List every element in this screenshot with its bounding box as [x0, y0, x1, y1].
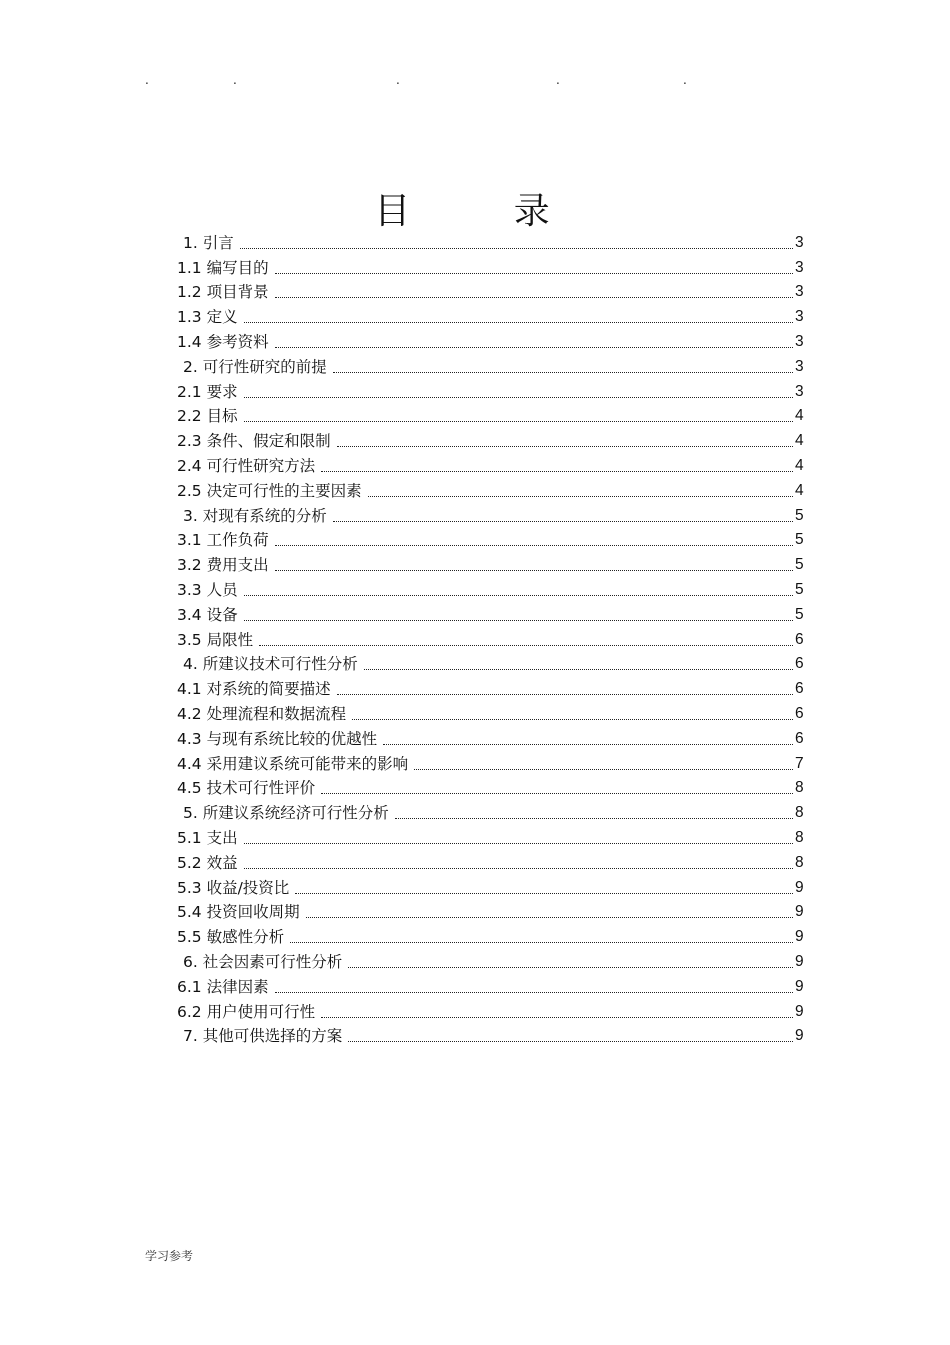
toc-dot-leader — [275, 332, 793, 352]
toc-dot-leader — [348, 952, 793, 972]
toc-entry[interactable] — [177, 972, 817, 997]
toc-entry[interactable] — [177, 451, 817, 476]
toc-dot-leader — [333, 506, 793, 526]
toc-entry-label: 3.3 人员 — [177, 580, 244, 600]
toc-entry[interactable] — [177, 724, 817, 749]
toc-dot-leader — [321, 456, 793, 476]
toc-entry-page-number: 3 — [795, 308, 804, 326]
toc-dot-leader — [348, 1026, 793, 1046]
toc-entry-label: 4.2 处理流程和数据流程 — [177, 704, 352, 724]
toc-entry-label: 5. 所建议系统经济可行性分析 — [177, 803, 395, 823]
toc-entry-label: 4.3 与现有系统比较的优越性 — [177, 729, 383, 749]
toc-entry[interactable] — [177, 848, 817, 873]
toc-entry-page-number: 3 — [795, 258, 804, 276]
toc-dot-leader — [321, 1002, 793, 1022]
toc-dot-leader — [383, 729, 793, 749]
header-dot: . — [145, 73, 149, 87]
toc-dot-leader — [259, 630, 793, 650]
toc-entry[interactable] — [177, 228, 817, 253]
toc-entry-label: 3. 对现有系统的分析 — [177, 506, 333, 526]
toc-entry-page-number: 9 — [795, 928, 804, 946]
toc-dot-leader — [321, 778, 793, 798]
toc-entry-page-number: 3 — [795, 233, 804, 251]
header-dot: . — [396, 73, 400, 87]
toc-entry-label: 5.1 支出 — [177, 828, 244, 848]
toc-dot-leader — [275, 282, 793, 302]
toc-entry-label: 6. 社会因素可行性分析 — [177, 952, 348, 972]
toc-entry[interactable] — [177, 352, 817, 377]
toc-entry-page-number: 3 — [795, 283, 804, 301]
toc-dot-leader — [306, 902, 793, 922]
toc-dot-leader — [337, 431, 793, 451]
toc-entry[interactable] — [177, 798, 817, 823]
toc-entry[interactable] — [177, 650, 817, 675]
toc-dot-leader — [275, 555, 793, 575]
toc-entry[interactable] — [177, 501, 817, 526]
toc-entry[interactable] — [177, 674, 817, 699]
toc-entry[interactable] — [177, 426, 817, 451]
toc-entry[interactable] — [177, 823, 817, 848]
toc-entry-label: 1.2 项目背景 — [177, 282, 275, 302]
toc-dot-leader — [244, 853, 793, 873]
toc-entry-page-number: 9 — [795, 903, 804, 921]
toc-entry-label: 1. 引言 — [177, 233, 240, 253]
toc-entry-label: 2.5 决定可行性的主要因素 — [177, 481, 368, 501]
toc-dot-leader — [244, 406, 793, 426]
toc-entry-label: 5.2 效益 — [177, 853, 244, 873]
toc-entry-page-number: 9 — [795, 977, 804, 995]
toc-entry[interactable] — [177, 774, 817, 799]
toc-dot-leader — [368, 481, 793, 501]
toc-entry-label: 1.3 定义 — [177, 307, 244, 327]
toc-entry-page-number: 4 — [795, 456, 804, 474]
toc-entry-label: 2.4 可行性研究方法 — [177, 456, 321, 476]
toc-entry-page-number: 8 — [795, 853, 804, 871]
toc-dot-leader — [352, 704, 793, 724]
toc-dot-leader — [275, 530, 793, 550]
toc-entry-label: 6.2 用户使用可行性 — [177, 1002, 321, 1022]
toc-entry[interactable] — [177, 327, 817, 352]
toc-dot-leader — [364, 654, 793, 674]
toc-entry-page-number: 6 — [795, 729, 804, 747]
header-dot: . — [233, 73, 237, 87]
toc-dot-leader — [244, 580, 793, 600]
toc-entry-label: 5.4 投资回收周期 — [177, 902, 306, 922]
toc-entry-page-number: 5 — [795, 506, 804, 524]
toc-entry-label: 4.4 采用建议系统可能带来的影响 — [177, 754, 414, 774]
toc-entry-label: 4.5 技术可行性评价 — [177, 778, 321, 798]
toc-dot-leader — [244, 307, 793, 327]
toc-entry-page-number: 5 — [795, 556, 804, 574]
toc-dot-leader — [295, 878, 793, 898]
toc-entry-page-number: 6 — [795, 680, 804, 698]
toc-entry-label: 5.5 敏感性分析 — [177, 927, 290, 947]
toc-entry[interactable] — [177, 526, 817, 551]
toc-entry-page-number: 6 — [795, 655, 804, 673]
toc-dot-leader — [333, 357, 793, 377]
toc-entry[interactable] — [177, 625, 817, 650]
toc-entry-page-number: 9 — [795, 1027, 804, 1045]
toc-entry-page-number: 5 — [795, 531, 804, 549]
toc-entry-page-number: 5 — [795, 605, 804, 623]
toc-entry-label: 5.3 收益/投资比 — [177, 878, 295, 898]
toc-entry-page-number: 3 — [795, 332, 804, 350]
toc-entry-label: 3.2 费用支出 — [177, 555, 275, 575]
page-header-dots — [0, 74, 950, 86]
toc-entry-label: 4. 所建议技术可行性分析 — [177, 654, 364, 674]
toc-entry-label: 2.1 要求 — [177, 382, 244, 402]
toc-entry-page-number: 5 — [795, 580, 804, 598]
toc-entry[interactable] — [177, 922, 817, 947]
toc-entry-label: 1.1 编写目的 — [177, 258, 275, 278]
toc-entry-label: 4.1 对系统的简要描述 — [177, 679, 337, 699]
toc-entry[interactable] — [177, 898, 817, 923]
toc-entry[interactable] — [177, 253, 817, 278]
toc-dot-leader — [244, 382, 793, 402]
toc-entry[interactable] — [177, 1022, 817, 1047]
toc-entry[interactable] — [177, 699, 817, 724]
toc-entry-page-number: 4 — [795, 407, 804, 425]
page-title: 目 录 — [374, 191, 596, 233]
toc-entry[interactable] — [177, 873, 817, 898]
toc-entry-page-number: 4 — [795, 481, 804, 499]
toc-entry-label: 3.4 设备 — [177, 605, 244, 625]
toc-entry-label: 2. 可行性研究的前提 — [177, 357, 333, 377]
table-of-contents — [177, 228, 817, 1046]
toc-entry[interactable] — [177, 997, 817, 1022]
toc-entry-page-number: 3 — [795, 382, 804, 400]
toc-entry[interactable] — [177, 402, 817, 427]
toc-dot-leader — [244, 605, 793, 625]
toc-entry[interactable] — [177, 377, 817, 402]
toc-entry-label: 7. 其他可供选择的方案 — [177, 1026, 348, 1046]
toc-entry-label: 6.1 法律因素 — [177, 977, 275, 997]
toc-entry-label: 1.4 参考资料 — [177, 332, 275, 352]
toc-entry[interactable] — [177, 749, 817, 774]
toc-entry-page-number: 4 — [795, 432, 804, 450]
toc-entry[interactable] — [177, 302, 817, 327]
toc-entry-page-number: 9 — [795, 878, 804, 896]
toc-entry-label: 3.1 工作负荷 — [177, 530, 275, 550]
toc-dot-leader — [414, 754, 793, 774]
toc-dot-leader — [395, 803, 793, 823]
toc-entry[interactable] — [177, 278, 817, 303]
toc-entry[interactable] — [177, 575, 817, 600]
toc-entry-label: 2.2 目标 — [177, 406, 244, 426]
toc-entry-label: 2.3 条件、假定和限制 — [177, 431, 337, 451]
toc-entry[interactable] — [177, 476, 817, 501]
header-dot: . — [683, 73, 687, 87]
toc-dot-leader — [275, 258, 793, 278]
toc-entry-page-number: 7 — [795, 754, 804, 772]
toc-dot-leader — [275, 977, 793, 997]
header-dot: . — [556, 73, 560, 87]
toc-entry-page-number: 8 — [795, 779, 804, 797]
toc-entry-page-number: 8 — [795, 828, 804, 846]
toc-entry[interactable] — [177, 947, 817, 972]
toc-entry[interactable] — [177, 600, 817, 625]
toc-entry-page-number: 3 — [795, 357, 804, 375]
toc-entry-page-number: 6 — [795, 630, 804, 648]
toc-entry[interactable] — [177, 550, 817, 575]
toc-dot-leader — [290, 927, 793, 947]
footer-note: 学习参考 — [145, 1249, 194, 1263]
toc-dot-leader — [240, 233, 793, 253]
toc-entry-page-number: 9 — [795, 1002, 804, 1020]
toc-entry-page-number: 8 — [795, 804, 804, 822]
toc-entry-label: 3.5 局限性 — [177, 630, 259, 650]
toc-entry-page-number: 6 — [795, 704, 804, 722]
toc-dot-leader — [337, 679, 793, 699]
toc-dot-leader — [244, 828, 793, 848]
toc-entry-page-number: 9 — [795, 952, 804, 970]
